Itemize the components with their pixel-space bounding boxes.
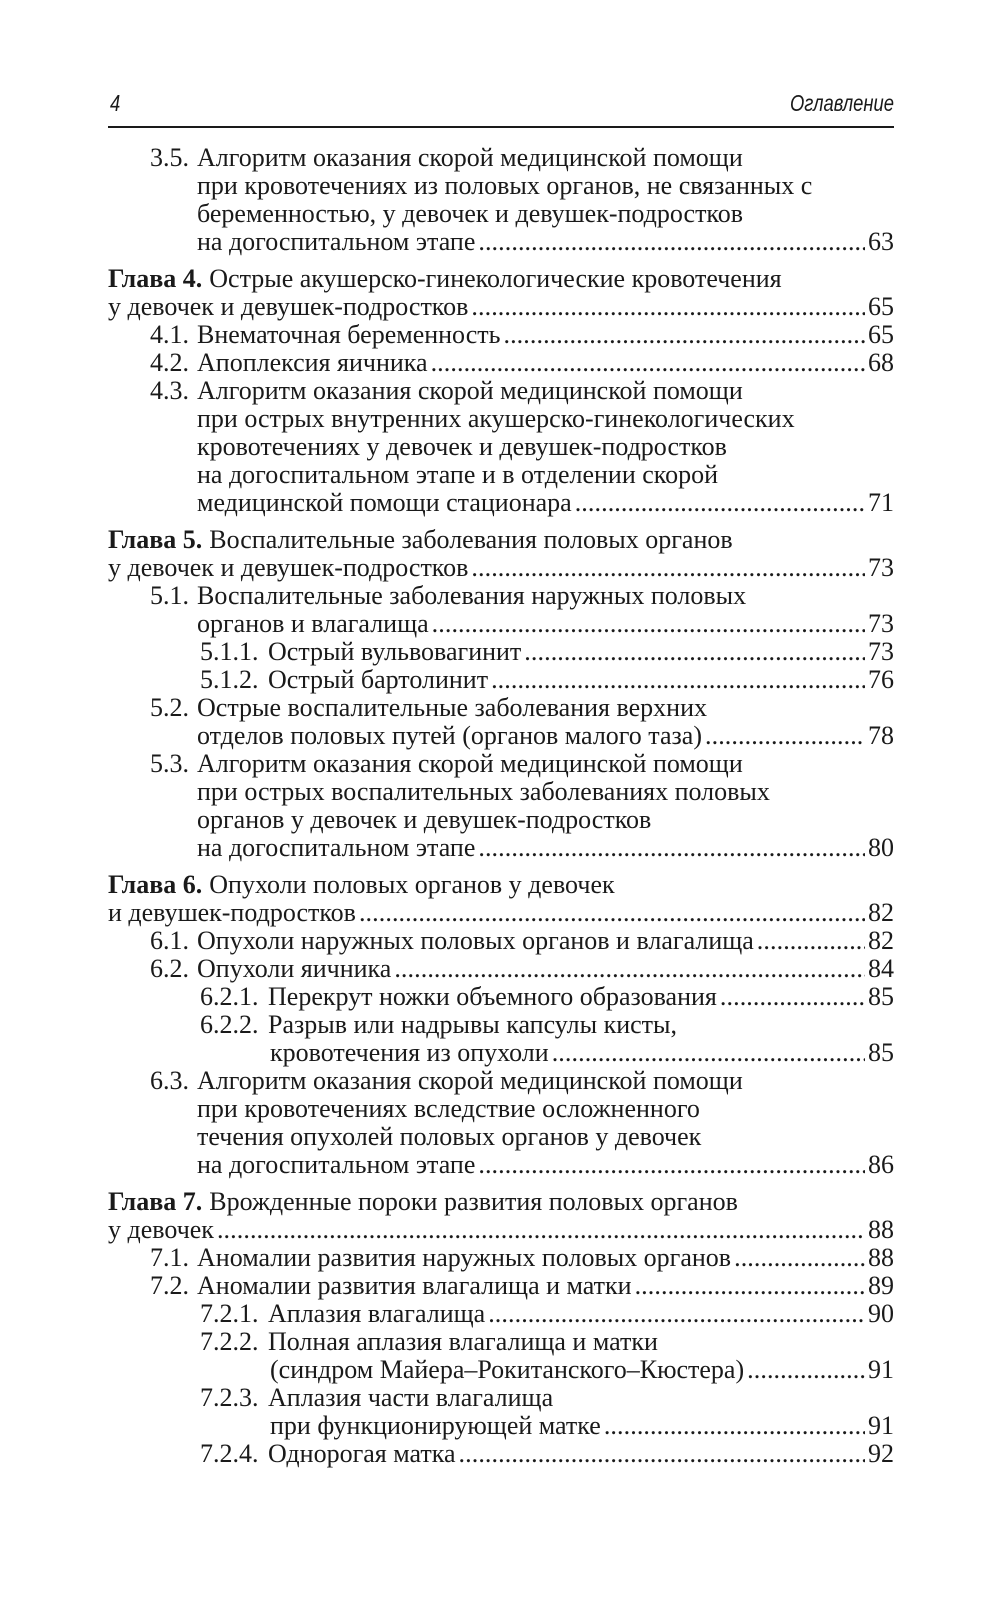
toc-page-number: 68: [868, 348, 894, 377]
toc-entry-number: 6.2.2.: [200, 1010, 259, 1039]
running-title: Оглавление: [790, 90, 894, 116]
toc-entry-text: Алгоритм оказания скорой медицинской помощи: [197, 143, 743, 172]
toc-entry[interactable]: [108, 321, 894, 349]
toc-entry[interactable]: [108, 1440, 894, 1468]
toc-entry-number: 7.2.2.: [200, 1327, 259, 1356]
toc-entry-text: Острые воспалительные заболевания верхних: [197, 693, 707, 722]
toc-line: [108, 461, 894, 489]
toc-page-number: 89: [868, 1271, 894, 1300]
toc-entry-text: Врожденные пороки развития половых органов: [209, 1187, 738, 1216]
toc-entry-number: 7.1.: [150, 1243, 189, 1272]
toc-entry-text: отделов половых путей (органов малого таза): [197, 721, 702, 750]
toc-entry-text: Алгоритм оказания скорой медицинской помощи: [197, 376, 743, 405]
dot-leader: [478, 1151, 865, 1179]
toc-line: [108, 321, 894, 349]
toc-entry[interactable]: [108, 349, 894, 377]
toc-entry-text: Полная аплазия влагалища и матки: [268, 1327, 658, 1356]
toc-entry[interactable]: [108, 1328, 894, 1384]
toc-entry-number: 5.2.: [150, 693, 189, 722]
toc-line: [108, 1188, 894, 1216]
dot-leader: [394, 955, 865, 983]
toc-entry[interactable]: [108, 377, 894, 517]
dot-leader: [217, 1216, 865, 1244]
toc-line: [108, 1412, 894, 1440]
toc-entry-text: медицинской помощи стационара: [197, 488, 572, 517]
toc-line: [108, 554, 894, 582]
toc-line: [108, 489, 894, 517]
toc-line: [108, 750, 894, 778]
toc-entry-text: при острых воспалительных заболеваниях половых: [197, 777, 770, 806]
toc-page-number: 82: [868, 926, 894, 955]
toc-page-number: 76: [868, 665, 894, 694]
toc-line: [108, 1151, 894, 1179]
toc-entry[interactable]: [108, 144, 894, 256]
toc-entry-number: 6.2.: [150, 954, 189, 983]
toc-line: [108, 293, 894, 321]
dot-leader: [491, 666, 865, 694]
toc-entry[interactable]: [108, 927, 894, 955]
toc-entry[interactable]: [108, 666, 894, 694]
dot-leader: [705, 722, 865, 750]
toc-entry[interactable]: [108, 750, 894, 862]
toc-line: [108, 1011, 894, 1039]
toc-page-number: 65: [868, 292, 894, 321]
toc-page-number: 88: [868, 1243, 894, 1272]
toc-entry[interactable]: [108, 1384, 894, 1440]
toc-page-number: 78: [868, 721, 894, 750]
dot-leader: [471, 554, 865, 582]
dot-leader: [757, 927, 865, 955]
toc-page-number: 80: [868, 833, 894, 862]
toc-entry-number: 5.1.: [150, 581, 189, 610]
toc-entry[interactable]: [108, 983, 894, 1011]
toc-line: [108, 200, 894, 228]
toc-entry[interactable]: [108, 582, 894, 638]
dot-leader: [552, 1039, 865, 1067]
toc-entry-text: Разрыв или надрывы капсулы кисты,: [268, 1010, 677, 1039]
toc-line: [108, 582, 894, 610]
toc-page-number: 92: [868, 1439, 894, 1468]
dot-leader: [431, 349, 865, 377]
toc-entry-text: Аплазия части влагалища: [268, 1383, 554, 1412]
toc-line: [108, 1300, 894, 1328]
dot-leader: [478, 834, 865, 862]
toc-line: [108, 834, 894, 862]
toc-line: [108, 1123, 894, 1151]
toc-entry-number: 4.1.: [150, 320, 189, 349]
toc-page-number: 84: [868, 954, 894, 983]
toc-entry-number: 5.1.1.: [200, 637, 259, 666]
toc-line: [108, 1440, 894, 1468]
toc-page-number: 85: [868, 982, 894, 1011]
toc-entry-text: Опухоли наружных половых органов и влагалища: [197, 926, 754, 955]
toc-page-number: 86: [868, 1150, 894, 1179]
toc-line: [108, 806, 894, 834]
toc-entry-text: Аномалии развития наружных половых органов: [197, 1243, 732, 1272]
dot-leader: [503, 321, 865, 349]
toc-entry[interactable]: [108, 265, 894, 321]
dot-leader: [720, 983, 865, 1011]
toc-line: [108, 1384, 894, 1412]
toc-entry-text: Аплазия влагалища: [268, 1299, 486, 1328]
toc-entry[interactable]: [108, 955, 894, 983]
toc-page-number: 63: [868, 227, 894, 256]
toc-line: [108, 405, 894, 433]
toc-page-number: 73: [868, 637, 894, 666]
toc-line: [108, 638, 894, 666]
toc-entry-number: 6.2.1.: [200, 982, 259, 1011]
toc-entry-text: кровотечения из опухоли: [270, 1038, 549, 1067]
dot-leader: [734, 1244, 865, 1272]
toc-entry[interactable]: [108, 526, 894, 582]
toc-entry-number: Глава 7.: [108, 1187, 203, 1216]
toc-entry[interactable]: [108, 1300, 894, 1328]
toc-entry[interactable]: [108, 1011, 894, 1067]
dot-leader: [471, 293, 865, 321]
toc-entry-text: органов у девочек и девушек-подростков: [197, 805, 652, 834]
dot-leader: [478, 228, 865, 256]
toc-page-number: 90: [868, 1299, 894, 1328]
dot-leader: [747, 1356, 865, 1384]
page-number: 4: [110, 90, 121, 116]
running-header: [108, 88, 894, 128]
toc-entry-text: беременностью, у девочек и девушек-подростков: [197, 199, 744, 228]
toc-line: [108, 955, 894, 983]
toc-page-number: 71: [868, 488, 894, 517]
toc-entry[interactable]: [108, 638, 894, 666]
toc-entry-text: Апоплексия яичника: [197, 348, 428, 377]
dot-leader: [459, 1440, 865, 1468]
dot-leader: [359, 899, 865, 927]
toc-line: [108, 265, 894, 293]
toc-page-number: 85: [868, 1038, 894, 1067]
toc-entry-number: 6.1.: [150, 926, 189, 955]
toc-entry-text: при функционирующей матке: [270, 1411, 601, 1440]
toc-entry-number: 4.2.: [150, 348, 189, 377]
toc-line: [108, 899, 894, 927]
toc-entry-text: Воспалительные заболевания половых органов: [209, 525, 733, 554]
toc-entry-text: на догоспитальном этапе и в отделении скорой: [197, 460, 719, 489]
toc-entry-text: при кровотечениях вследствие осложненного: [197, 1094, 700, 1123]
toc-line: [108, 871, 894, 899]
toc-line: [108, 1328, 894, 1356]
toc-entry-text: Острый бартолинит: [268, 665, 489, 694]
toc-entry-text: Внематочная беременность: [197, 320, 501, 349]
toc-entry[interactable]: [108, 871, 894, 927]
toc-page-number: 82: [868, 898, 894, 927]
toc-entry[interactable]: [108, 694, 894, 750]
toc-line: [108, 778, 894, 806]
toc-entry-text: и девушек-подростков: [108, 898, 356, 927]
dot-leader: [604, 1412, 865, 1440]
toc-entry-number: 3.5.: [150, 143, 189, 172]
table-of-contents: [108, 144, 894, 1468]
toc-entry-number: Глава 5.: [108, 525, 203, 554]
toc-line: [108, 1272, 894, 1300]
toc-entry-number: Глава 6.: [108, 870, 203, 899]
toc-line: [108, 1095, 894, 1123]
toc-line: [108, 1216, 894, 1244]
toc-entry-text: на догоспитальном этапе: [197, 1150, 476, 1179]
toc-entry-text: на догоспитальном этапе: [197, 833, 476, 862]
toc-line: [108, 1039, 894, 1067]
toc-line: [108, 1356, 894, 1384]
toc-page-number: 73: [868, 553, 894, 582]
toc-entry-text: на догоспитальном этапе: [197, 227, 476, 256]
toc-page-number: 65: [868, 320, 894, 349]
dot-leader: [635, 1272, 865, 1300]
toc-entry-text: Алгоритм оказания скорой медицинской помощи: [197, 1066, 743, 1095]
toc-line: [108, 983, 894, 1011]
toc-page-number: 91: [868, 1411, 894, 1440]
toc-entry-text: Опухоли половых органов у девочек: [209, 870, 615, 899]
dot-leader: [575, 489, 865, 517]
toc-line: [108, 433, 894, 461]
toc-entry-number: 7.2.1.: [200, 1299, 259, 1328]
toc-entry-text: при острых внутренних акушерско-гинекологических: [197, 404, 795, 433]
toc-entry-text: кровотечениях у девочек и девушек-подростков: [197, 432, 727, 461]
dot-leader: [524, 638, 865, 666]
dot-leader: [488, 1300, 865, 1328]
toc-entry-text: Однорогая матка: [268, 1439, 456, 1468]
toc-entry-text: у девочек и девушек-подростков: [108, 292, 469, 321]
toc-entry-text: у девочек и девушек-подростков: [108, 553, 469, 582]
toc-line: [108, 228, 894, 256]
toc-entry-text: у девочек: [108, 1215, 214, 1244]
toc-line: [108, 1244, 894, 1272]
toc-line: [108, 722, 894, 750]
toc-entry[interactable]: [108, 1244, 894, 1272]
toc-entry-text: Острые акушерско-гинекологические кровотечения: [209, 264, 782, 293]
toc-entry-text: Перекрут ножки объемного образования: [268, 982, 717, 1011]
toc-entry-text: Аномалии развития влагалища и матки: [197, 1271, 632, 1300]
toc-entry-text: Воспалительные заболевания наружных половых: [197, 581, 747, 610]
toc-entry-text: (синдром Майера–Рокитанского–Кюстера): [270, 1355, 745, 1384]
toc-page-number: 91: [868, 1355, 894, 1384]
toc-line: [108, 927, 894, 955]
toc-line: [108, 610, 894, 638]
toc-entry-text: органов и влагалища: [197, 609, 429, 638]
toc-entry-text: Острый вульвовагинит: [268, 637, 522, 666]
toc-entry[interactable]: [108, 1272, 894, 1300]
toc-entry-text: Опухоли яичника: [197, 954, 392, 983]
toc-entry-number: 5.1.2.: [200, 665, 259, 694]
toc-entry-number: 7.2.3.: [200, 1383, 259, 1412]
toc-line: [108, 349, 894, 377]
toc-line: [108, 377, 894, 405]
toc-entry-number: 7.2.: [150, 1271, 189, 1300]
toc-line: [108, 526, 894, 554]
toc-entry-text: течения опухолей половых органов у девочек: [197, 1122, 702, 1151]
toc-entry-text: при кровотечениях из половых органов, не связанных с: [197, 171, 813, 200]
toc-page-number: 88: [868, 1215, 894, 1244]
toc-entry[interactable]: [108, 1188, 894, 1244]
toc-line: [108, 144, 894, 172]
toc-line: [108, 172, 894, 200]
toc-line: [108, 694, 894, 722]
toc-entry-number: 6.3.: [150, 1066, 189, 1095]
toc-line: [108, 1067, 894, 1095]
toc-entry-number: 4.3.: [150, 376, 189, 405]
toc-entry[interactable]: [108, 1067, 894, 1179]
toc-entry-text: Алгоритм оказания скорой медицинской помощи: [197, 749, 743, 778]
toc-line: [108, 666, 894, 694]
toc-page-number: 73: [868, 609, 894, 638]
toc-entry-number: Глава 4.: [108, 264, 203, 293]
toc-entry-number: 5.3.: [150, 749, 189, 778]
toc-entry-number: 7.2.4.: [200, 1439, 259, 1468]
dot-leader: [432, 610, 865, 638]
